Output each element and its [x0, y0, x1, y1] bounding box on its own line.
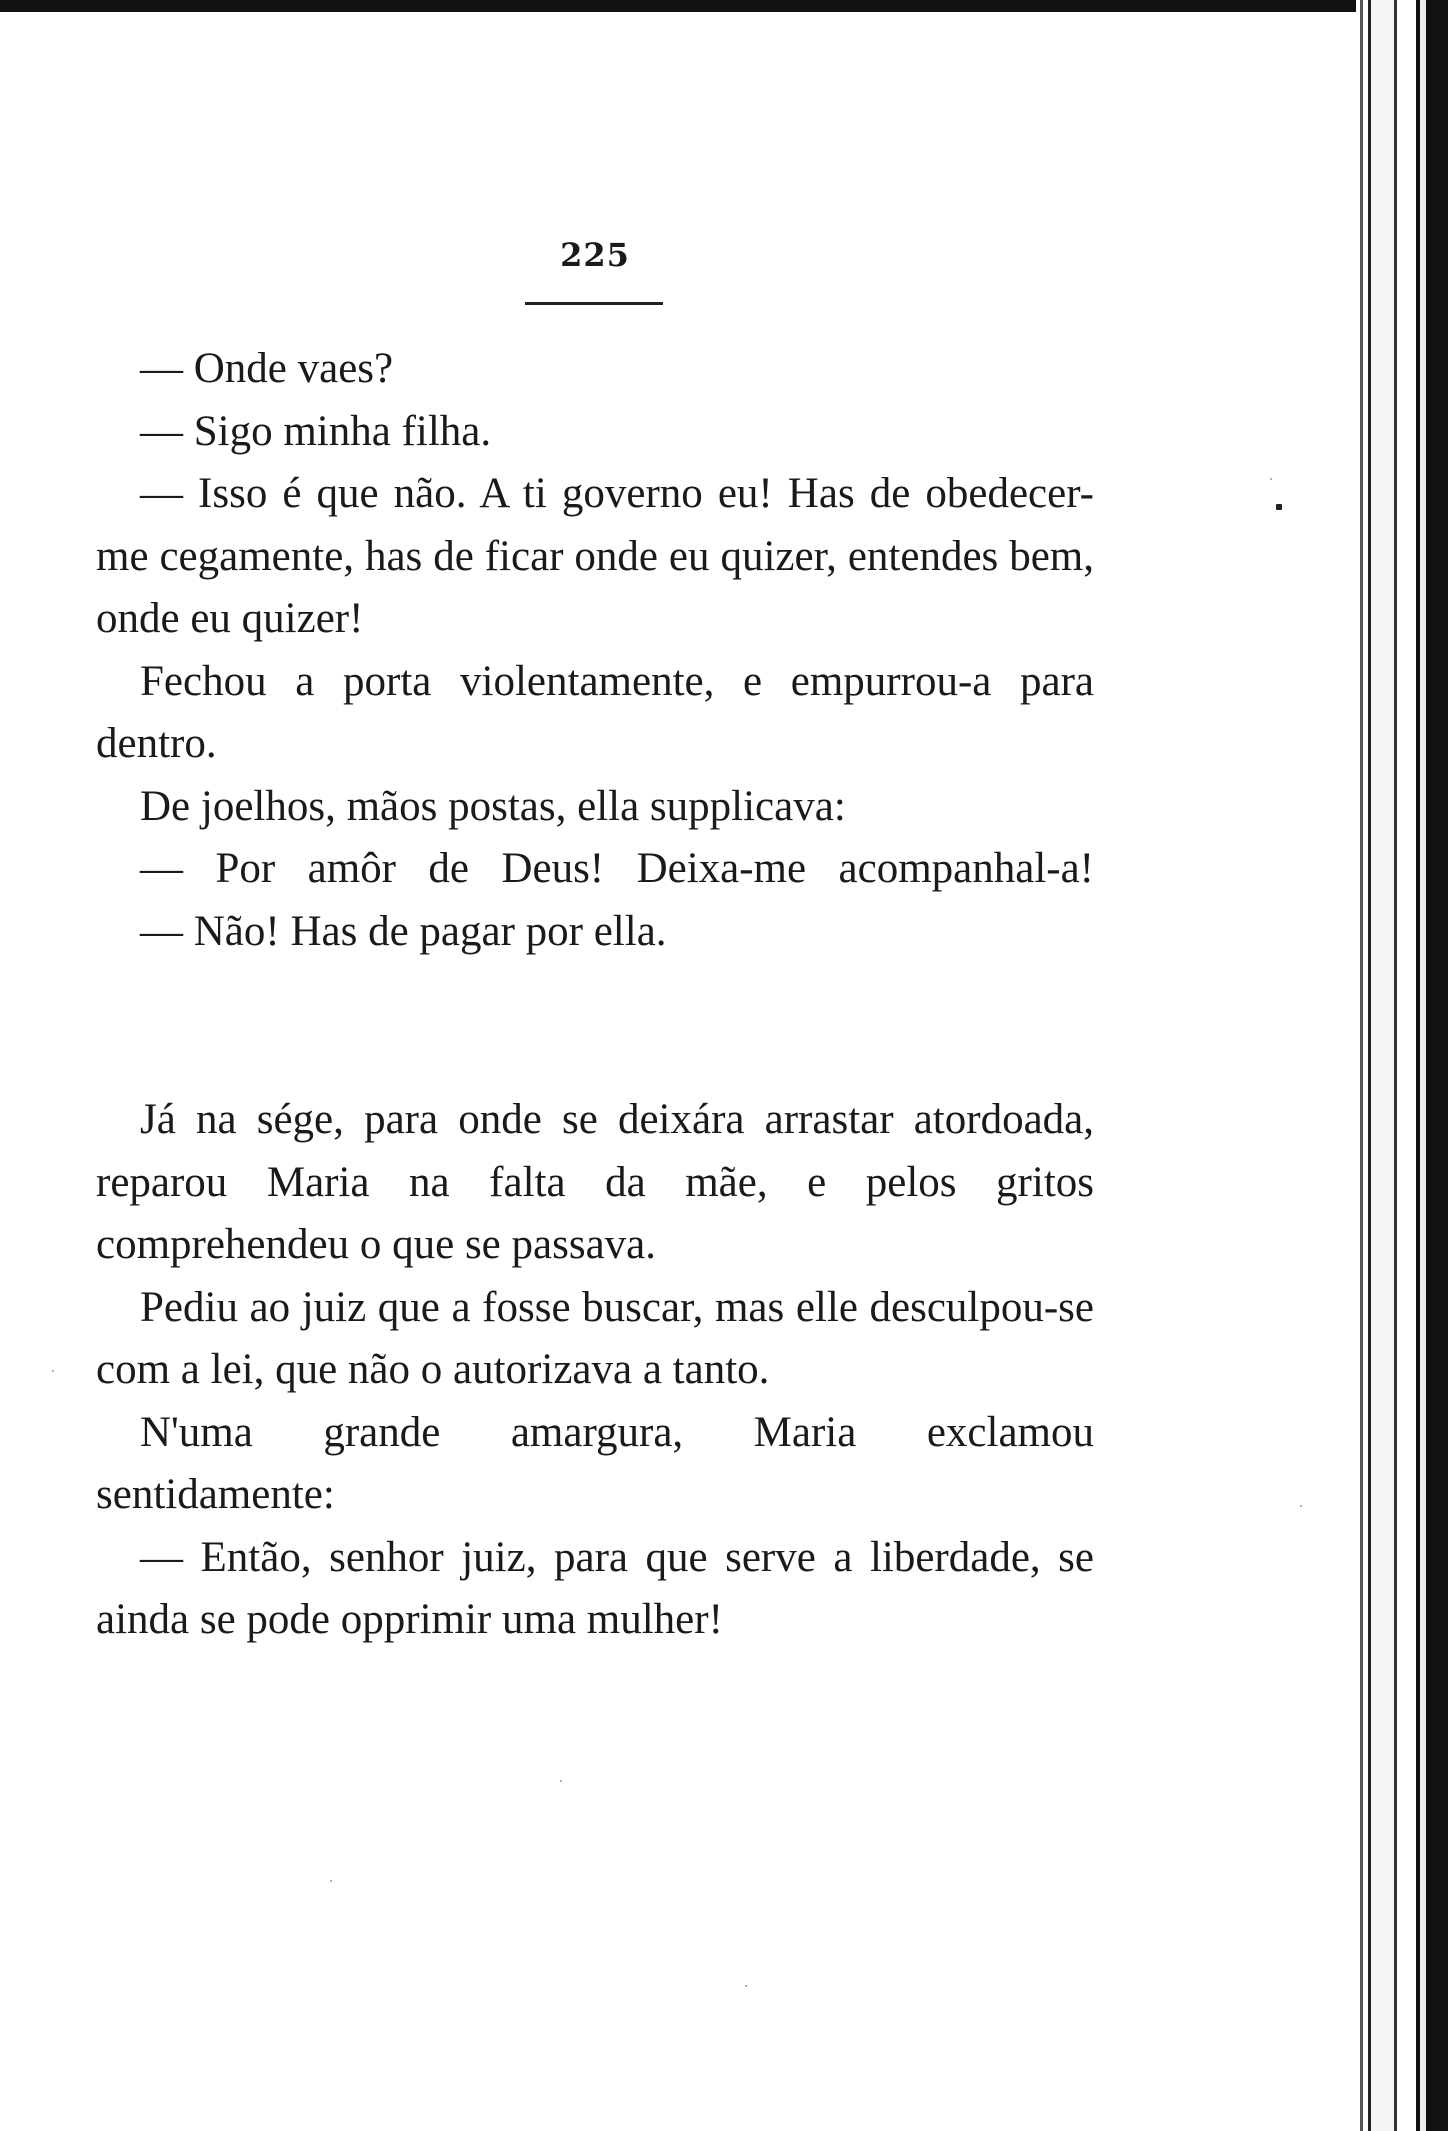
- paragraph: Fechou a porta violentamente, e empurrou-a para dentro.: [96, 657, 1094, 767]
- paragraph: — Isso é que não. A ti governo eu! Has de obedecer-me cegamente, has de ficar onde eu quizer, entendes bem, onde eu quizer!: [96, 470, 1094, 642]
- text-section-2: [96, 1089, 1094, 1652]
- text-section-1: [96, 338, 1094, 963]
- page-top-edge: [0, 0, 1448, 12]
- paragraph: Já na sége, para onde se deixára arrastar atordoada, reparou Maria na falta da mãe, e pelos gritos comprehendeu o que se passava.: [96, 1096, 1094, 1268]
- paper-speck: [330, 1880, 332, 1882]
- paper-speck: [52, 1370, 54, 1372]
- paragraph: Pediu ao juiz que a fosse buscar, mas elle desculpou-se com a lei, que não o autorizava a tanto.: [96, 1283, 1094, 1393]
- page-number: 225: [560, 236, 630, 274]
- paragraph: De joelhos, mãos postas, ella supplicava:: [140, 782, 846, 830]
- paper-speck: [1300, 1505, 1302, 1507]
- paragraph: — Sigo minha filha.: [140, 407, 492, 455]
- paper-speck: [560, 1780, 562, 1782]
- book-spine-edge: [1356, 0, 1448, 2131]
- paper-speck: [1270, 478, 1272, 480]
- paragraph: — Onde vaes?: [140, 345, 394, 392]
- paragraph: — Por amôr de Deus! Deixa-me acompanhal-a!: [140, 845, 1094, 892]
- ink-spot: [1276, 504, 1282, 510]
- paragraph: — Então, senhor juiz, para que serve a liberdade, se ainda se pode opprimir uma mulher!: [96, 1533, 1094, 1643]
- paper-speck: [745, 1985, 747, 1987]
- header-rule: [525, 302, 663, 305]
- paragraph: N'uma grande amargura, Maria exclamou sentidamente:: [96, 1408, 1094, 1518]
- paragraph: — Não! Has de pagar por ella.: [140, 907, 667, 955]
